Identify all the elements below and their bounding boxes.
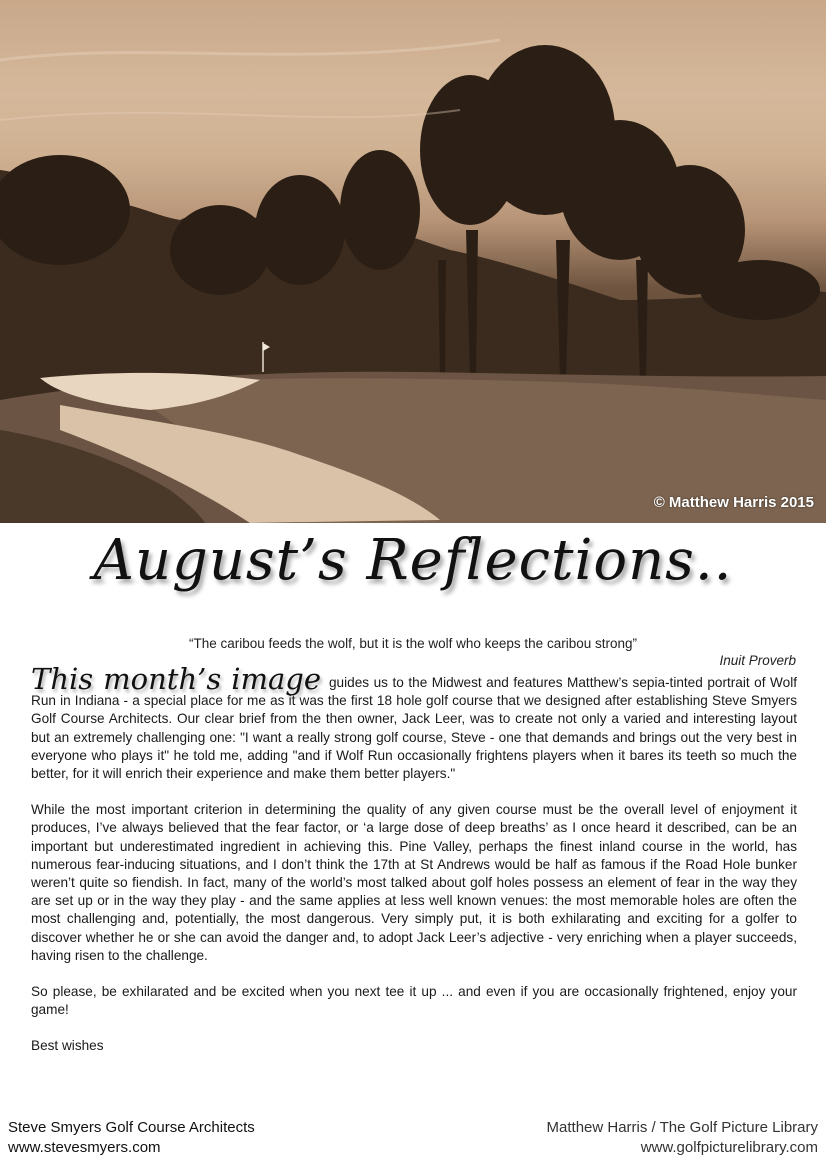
hero-photo	[0, 0, 826, 523]
paragraph-1	[31, 662, 797, 783]
footer-left	[8, 1118, 255, 1158]
golf-course-illustration	[0, 0, 826, 523]
footer-right	[547, 1118, 818, 1158]
footer-photographer-name: Matthew Harris / The Golf Picture Library	[546, 1119, 818, 1136]
proverb-quote: “The caribou feeds the wolf, but it is the wolf who keeps the caribou strong”	[189, 636, 637, 651]
footer-company-name: Steve Smyers Golf Course Architects	[8, 1119, 255, 1136]
paragraph-1-text: guides us to the Midwest and features Matthew’s sepia-tinted portrait of Wolf Run in Indiana - a special place for me as it was the first 18 hole golf course that we designed after establishing Steve Smyers Golf Course Architects. Our clear brief from the then owner, Jack Leer, was to create not only a varied and interesting layout but an extremely challenging one: "I want a really strong golf course, Steve - one that demands and brings out the very best in everyone who plays it" he told me, adding "and if Wolf Run occasionally frightens players when it bares its teeth so much the better, for it will enrich their experience and make them better players."	[31, 675, 797, 782]
signoff: Best wishes	[31, 1038, 104, 1054]
paragraph-2: While the most important criterion in determining the quality of any given course must be the overall level of enjoyment it produces, I’ve always believed that the fear factor, or ‘a large dose of deep breaths’ as I once heard it described, can be an important but underestimated ingredient in achieving this. Pine Valley, perhaps the finest inland course in the world, has numerous fear-inducing situations, and I don’t think the 17th at St Andrews would be half as famous if the Road Hole bunker weren’t quite so fiendish. In fact, many of the world’s most talked about golf holes possess an element of fear in the way they are set up or in the way they play - and the same applies at less well known venues: the most memorable holes are often the most challenging and, potentially, the most dangerous. Very simply put, it is both exhilarating and exciting for a golfer to discover whether he or she can avoid the danger and, to adopt Jack Leer’s adjective - very enriching when a player succeeds, having risen to the challenge.	[31, 802, 797, 963]
footer-photographer-url[interactable]: www.golfpicturelibrary.com	[640, 1139, 818, 1156]
script-lead-text: This month’s image	[31, 662, 321, 696]
article-body	[31, 662, 797, 1074]
photo-copyright: © Matthew Harris 2015	[653, 494, 814, 511]
quote-attribution: Inuit Proverb	[719, 653, 796, 668]
page-title: August’s Reflections..	[93, 528, 733, 593]
paragraph-3: So please, be exhilarated and be excited when you next tee it up ... and even if you are occasionally frightened, enjoy your game!	[31, 984, 797, 1018]
footer-company-url[interactable]: www.stevesmyers.com	[8, 1139, 161, 1156]
